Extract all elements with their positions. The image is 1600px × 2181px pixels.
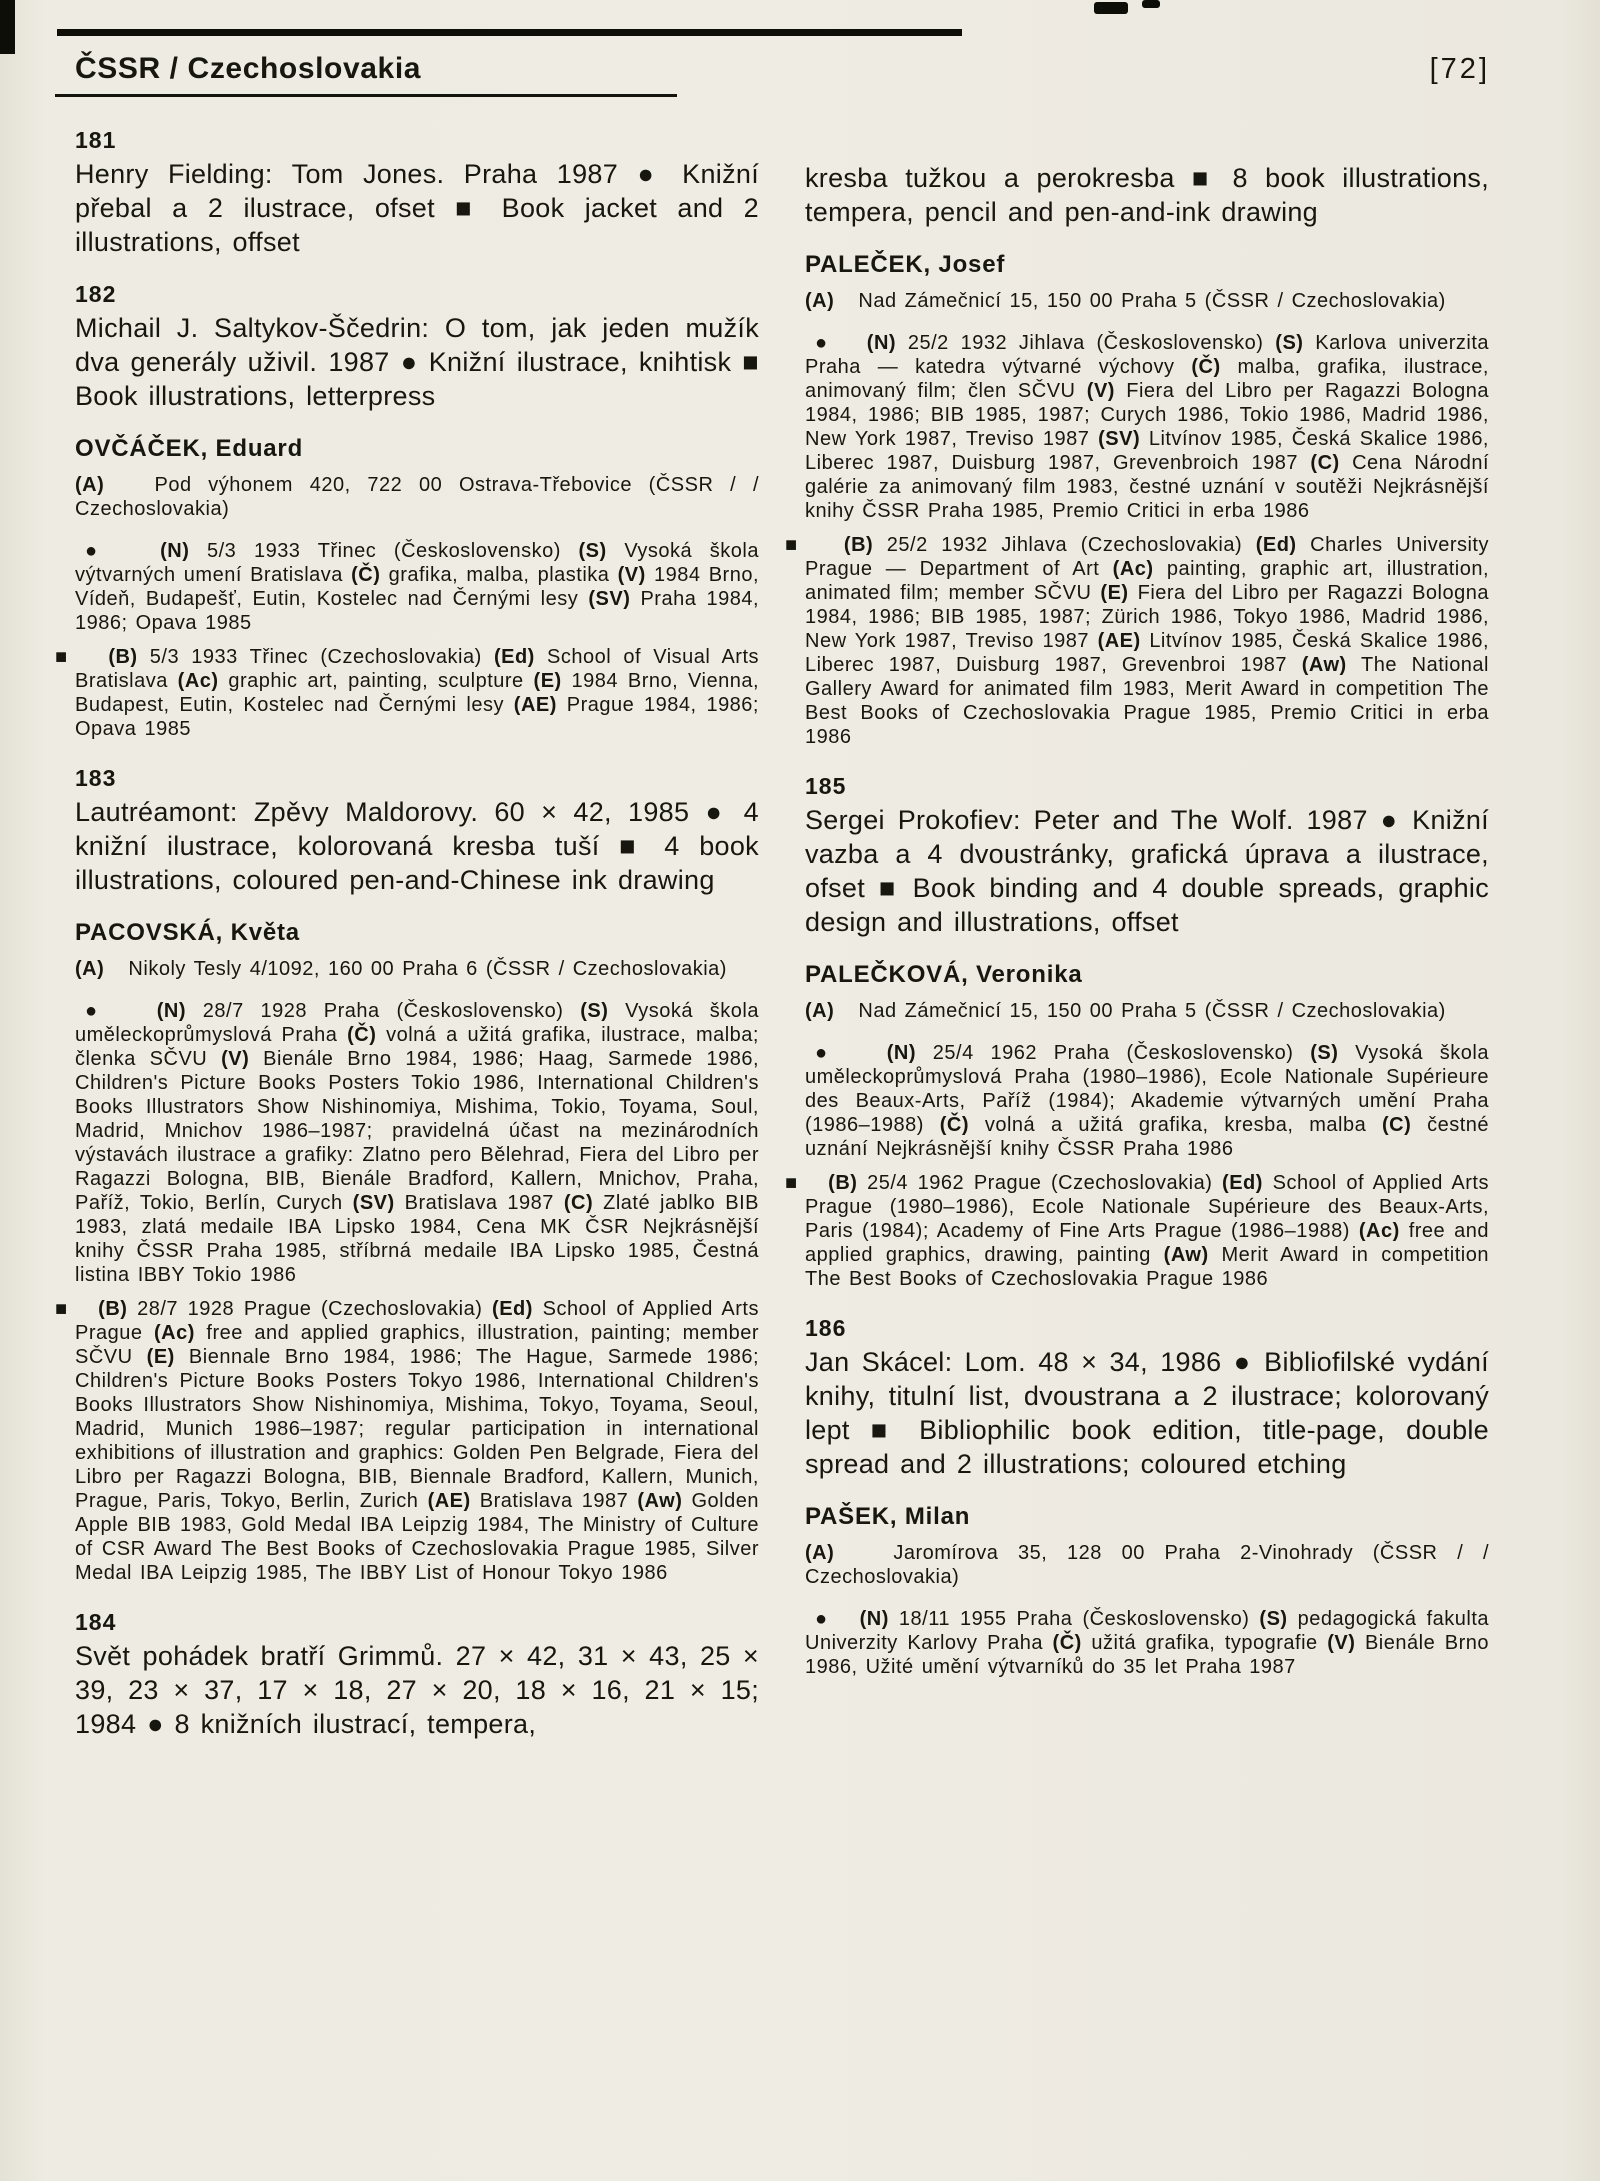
work-entry-186 <box>805 1315 1489 1481</box>
two-column-text <box>55 127 1490 1763</box>
artist-address: (A) Pod výhonem 420, 722 00 Ostrava-Třebovice (ČSSR / / Czechoslovakia) <box>75 474 759 520</box>
artist-bio-english: ■ (B) 25/2 1932 Jihlava (Czechoslovakia) (Ed) Charles University Prague — Department of Art (Ac) painting, graphic art, illustration, animated film; member SČVU (E) Fiera del Libro per Ragazzi Bologna 1984, 1986; BIB 1985, 1987; Zürich 1986, Tokyo 1986, Madrid 1986, New York 1987, Treviso 1987 (AE) Litvínov 1985, Česká Skalice 1986, Liberec 1987, Duisburg 1987, Grevenbroi 1987 (Aw) The National Gallery Award for animated film 1983, Merit Award in competition The Best Books of Czechoslovakia Prague 1985, Premio Critici in erba 1986 <box>785 534 1490 748</box>
scan-artifact-corner-blob <box>0 0 15 54</box>
entry-number: 186 <box>805 1315 847 1341</box>
page-number: [72] <box>1429 53 1490 85</box>
artist-entry-pacovska <box>55 919 760 1585</box>
artist-entry-pasek <box>805 1503 1489 1679</box>
artist-address: (A) Nikoly Tesly 4/1092, 160 00 Praha 6 (ČSSR / Czechoslovakia) <box>75 958 727 980</box>
artist-bio-english: ■ (B) 28/7 1928 Prague (Czechoslovakia) (Ed) School of Applied Arts Prague (Ac) free and applied graphics, illustration, painting; member SČVU (E) Biennale Brno 1984, 1986; The Hague, Sarmede 1986; Children's Picture Books Posters Tokyo 1986, International Children's Books Illustrators Show Nishinomiya, Mishima, Tokyo, Toyama, Seoul, Madrid, Munich 1986–1987; regular participation in international exhibitions of illustration and graphics: Golden Pen Belgrade, Fiera del Libro per Ragazzi Bologna, BIB, Biennale Bradford, Kallern, Munich, Prague, Paris, Tokyo, Berlin, Zurich (AE) Bratislava 1987 (Aw) Golden Apple BIB 1983, Gold Medal IBA Leipzig 1984, The Ministry of Culture of CSR Award The Best Books of Czechoslovakia Prague 1985, Silver Medal IBA Leipzig 1985, The IBBY List of Honour Tokyo 1986 <box>55 1298 759 1584</box>
artist-address: (A) Jaromírova 35, 128 00 Praha 2-Vinohrady (ČSSR / / Czechoslovakia) <box>805 1542 1489 1588</box>
right-column <box>785 127 1490 1763</box>
artist-name: OVČÁČEK, Eduard <box>75 435 304 462</box>
artist-bio-czech: ● (N) 5/3 1933 Třinec (Československo) (S) Vysoká škola výtvarných umení Bratislava (Č) grafika, malba, plastika (V) 1984 Brno, Vídeň, Budapešť, Eutin, Kostelec nad Černými lesy (SV) Praha 1984, 1986; Opava 1985 <box>75 540 760 634</box>
artist-name: PACOVSKÁ, Květa <box>75 919 300 946</box>
section-title: ČSSR / Czechoslovakia <box>75 52 422 85</box>
header-rule <box>55 94 677 97</box>
artist-bio-english: ■ (B) 25/4 1962 Prague (Czechoslovakia) (Ed) School of Applied Arts Prague (1980–1986), Ecole Nationale Supérieure des Beaux-Arts, Paris (1984); Academy of Fine Arts Prague (1986–1988) (Ac) free and applied graphics, drawing, painting (Aw) Merit Award in competition The Best Books of Czechoslovakia Prague 1986 <box>785 1172 1489 1290</box>
entry-text: Henry Fielding: Tom Jones. Praha 1987 ● Knižní přebal a 2 ilustrace, ofset ■ Book jacket and 2 illustrations, offset <box>75 159 759 257</box>
entry-number: 182 <box>75 281 117 307</box>
entry-number: 184 <box>75 1609 117 1635</box>
entry-number: 185 <box>805 773 847 799</box>
entry-text: Michail J. Saltykov-Ščedrin: O tom, jak jeden mužík dva generály uživil. 1987 ● Knižní ilustrace, knihtisk ■ Book illustrations, letterpress <box>75 313 759 411</box>
scan-artifact-speck <box>1094 2 1128 14</box>
work-entry-181 <box>75 127 759 259</box>
left-column <box>55 127 760 1763</box>
scan-artifact-top-line <box>57 29 962 36</box>
artist-entry-ovcacek <box>55 435 760 741</box>
entry-number: 181 <box>75 127 117 153</box>
entry-text: Lautréamont: Zpěvy Maldorovy. 60 × 42, 1985 ● 4 knižní ilustrace, kolorovaná kresba tuší ■ 4 book illustrations, coloured pen-and-Chinese ink drawing <box>75 797 759 895</box>
artist-bio-czech: ● (N) 25/2 1932 Jihlava (Československo) (S) Karlova univerzita Praha — katedra výtvarné výchovy (Č) malba, grafika, ilustrace, animovaný film; člen SČVU (V) Fiera del Libro per Ragazzi Bologna 1984, 1986; BIB 1985, 1987; Curych 1986, Tokio 1986, Madrid 1986, New York 1987, Treviso 1987 (SV) Litvínov 1985, Česká Skalice 1986, Liberec 1987, Duisburg 1987, Grevenbroich 1987 (C) Cena Národní galérie za animovaný film 1983, čestné uznání v soutěži Nejkrásnější knihy ČSSR Praha 1985, Premio Critici in erba 1986 <box>805 332 1490 522</box>
work-entry-182 <box>75 281 759 413</box>
artist-bio-czech: ● (N) 18/11 1955 Praha (Československo) (S) pedagogická fakulta Univerzity Karlovy Praha (Č) užitá grafika, typografie (V) Bienále Brno 1986, Užité umění výtvarníků do 35 let Praha 1987 <box>805 1608 1490 1678</box>
artist-bio-czech: ● (N) 25/4 1962 Praha (Československo) (S) Vysoká škola uměleckoprůmyslová Praha (1980–1986), Ecole Nationale Supérieure des Beaux-Arts, Paříž (1984); Akademie výtvarných umění Praha (1986–1988) (Č) volná a užitá grafika, kresba, malba (C) čestné uznání Nejkrásnější knihy ČSSR Praha 1986 <box>805 1042 1490 1160</box>
artist-bio-english: ■ (B) 5/3 1933 Třinec (Czechoslovakia) (Ed) School of Visual Arts Bratislava (Ac) graphic art, painting, sculpture (E) 1984 Brno, Vienna, Budapest, Eutin, Kostelec nad Černými lesy (AE) Prague 1984, 1986; Opava 1985 <box>55 646 760 740</box>
entry-text: Sergei Prokofiev: Peter and The Wolf. 1987 ● Knižní vazba a 4 dvoustránky, grafická úprava a ilustrace, ofset ■ Book binding and 4 double spreads, graphic design and illustrations, offset <box>805 805 1489 937</box>
artist-entry-palecek <box>785 251 1490 749</box>
work-entry-184 <box>75 1609 759 1741</box>
entry-text-continuation: kresba tužkou a perokresba ■ 8 book illustrations, tempera, pencil and pen-and-ink drawing <box>805 163 1489 227</box>
artist-entry-paleckova <box>785 961 1490 1291</box>
artist-name: PALEČKOVÁ, Veronika <box>805 961 1083 988</box>
work-entry-184-continued <box>805 161 1489 229</box>
work-entry-183 <box>75 765 759 897</box>
artist-name: PAŠEK, Milan <box>805 1503 971 1530</box>
artist-name: PALEČEK, Josef <box>805 251 1006 278</box>
work-entry-185 <box>805 773 1489 939</box>
entry-text: Jan Skácel: Lom. 48 × 34, 1986 ● Bibliofilské vydání knihy, titulní list, dvoustrana a 2 ilustrace; kolorovaný lept ■ Bibliophilic book edition, title-page, double spread and 2 illustrations; coloured etching <box>805 1347 1489 1479</box>
artist-address: (A) Nad Zámečnicí 15, 150 00 Praha 5 (ČSSR / Czechoslovakia) <box>805 290 1446 312</box>
entry-text: Svět pohádek bratří Grimmů. 27 × 42, 31 × 43, 25 × 39, 23 × 37, 17 × 18, 27 × 20, 18 × 16, 21 × 15; 1984 ● 8 knižních ilustrací, tempera, <box>75 1641 759 1739</box>
page-header <box>75 52 1490 86</box>
artist-address: (A) Nad Zámečnicí 15, 150 00 Praha 5 (ČSSR / Czechoslovakia) <box>805 1000 1446 1022</box>
scan-artifact-speck <box>1142 0 1160 8</box>
entry-number: 183 <box>75 765 117 791</box>
artist-bio-czech: ● (N) 28/7 1928 Praha (Československo) (S) Vysoká škola uměleckoprůmyslová Praha (Č) volná a užitá grafika, ilustrace, malba; členka SČVU (V) Bienále Brno 1984, 1986; Haag, Sarmede 1986, Children's Picture Books Posters Tokio 1986, International Children's Books Illustrators Show Nishinomiya, Mishima, Tokio, Toyama, Soul, Madrid, Mnichov 1986–1987; pravidelná účast na mezinárodních výstavách ilustrace a grafiky: Zlatno pero Bělehrad, Fiera del Libro per Ragazzi Bologna, BIB, Bienále Bradford, Kallern, Mnichov, Praha, Paříž, Tokio, Berlín, Curych (SV) Bratislava 1987 (C) Zlaté jablko BIB 1983, zlatá medaile IBA Lipsko 1984, Cena MK ČSR Nejkrásnější knihy ČSSR Praha 1985, stříbrná medaile IBA Lipsko 1985, Čestná listina IBBY Tokio 1986 <box>75 1000 760 1286</box>
